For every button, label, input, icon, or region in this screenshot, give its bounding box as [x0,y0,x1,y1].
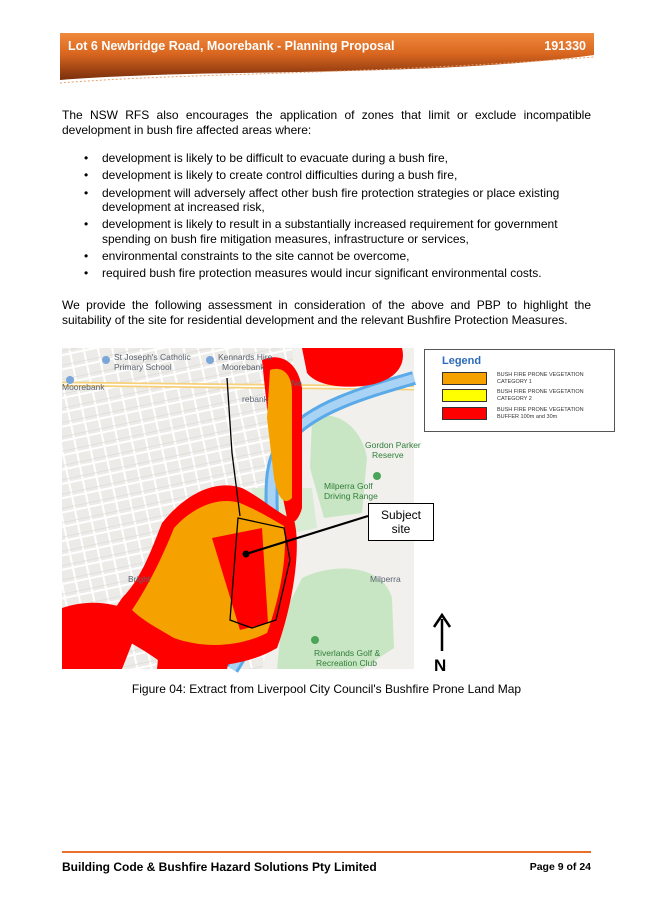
figure-caption: Figure 04: Extract from Liverpool City Council's Bushfire Prone Land Map [131,682,522,696]
map-label-milperra-golf: Milperra Golf [324,481,373,491]
legend-swatch [442,407,487,420]
assessment-paragraph: We provide the following assessment in consideration of the above and PBP to highlight the suitability of the site for residential development and the relevant Bushfire Protection Measures. [62,298,591,327]
bushfire-map [62,348,421,669]
map-label-kennards: Kennards Hire [218,352,273,362]
map-legend [424,349,615,432]
footer-divider [62,851,591,853]
legend-swatch [442,389,487,402]
map-label-reserve: Reserve [372,450,404,460]
map-graphic [62,348,414,669]
map-label-riverlands: Riverlands Golf & [314,648,381,658]
map-label-kennards-moorebank: Moorebank [222,362,265,372]
map-label-st-josephs: St Joseph's Catholic [114,352,191,362]
bullet-icon: • [84,217,89,232]
bullet-icon: • [84,185,89,200]
list-item: • required bush fire protection measures would incur significant environmental costs. [84,266,542,281]
list-item: • development will adversely affect other bush fire protection strategies or place existing development at increased risk, [84,185,560,215]
footer-company: Building Code & Bushfire Hazard Solutions Pty Limited [62,860,377,874]
list-item: • development is likely to be difficult to evacuate during a bush fire, [84,151,448,165]
list-item: • environmental constraints to the site cannot be overcome, [84,249,410,264]
map-label-gordon-parker: Gordon Parker [365,440,421,450]
legend-item-category-1: BUSH FIRE PRONE VEGETATION CATEGORY 1 [442,372,607,385]
bullet-icon: • [84,168,89,183]
list-item: • development is likely to create control difficulties during a bush fire, [84,168,458,183]
legend-title: Legend [442,355,482,367]
map-label-milperra: Milperra [370,574,401,584]
page-header [60,33,594,93]
intro-paragraph: The NSW RFS also encourages the application of zones that limit or exclude incompatible development in bush fire affected areas where: [62,108,591,137]
map-label-primary-school: Primary School [114,362,172,372]
header-title: Lot 6 Newbridge Road, Moorebank - Planning Proposal [68,39,395,53]
north-label: N [434,656,447,675]
map-label-driving-range: Driving Range [324,491,378,501]
map-label-orebank: rebank [242,394,268,404]
bullet-list [62,151,591,284]
map-label-moorebank: Moorebank [62,382,105,392]
legend-item-category-2: BUSH FIRE PRONE VEGETATION CATEGORY 2 [442,389,607,402]
bullet-icon: • [84,249,89,264]
bullet-icon: • [84,266,89,281]
map-label-newbridge: Ne [291,378,302,388]
legend-swatch [442,372,487,385]
map-label-recreation-club: Recreation Club [316,658,377,668]
list-item: • development is likely to result in a substantially increased requirement for government spending on bush fire mitigation measures, infrastructure or services, [84,217,558,246]
subject-site-label: Subject site [368,503,434,541]
legend-item-buffer: BUSH FIRE PRONE VEGETATION BUFFER 100m and 30m [442,407,607,420]
footer-page-number: Page 9 of 24 [529,861,591,873]
bullet-icon: • [84,151,89,165]
map-label-bright: Bright [128,574,151,584]
header-reference: 191330 [544,39,586,53]
